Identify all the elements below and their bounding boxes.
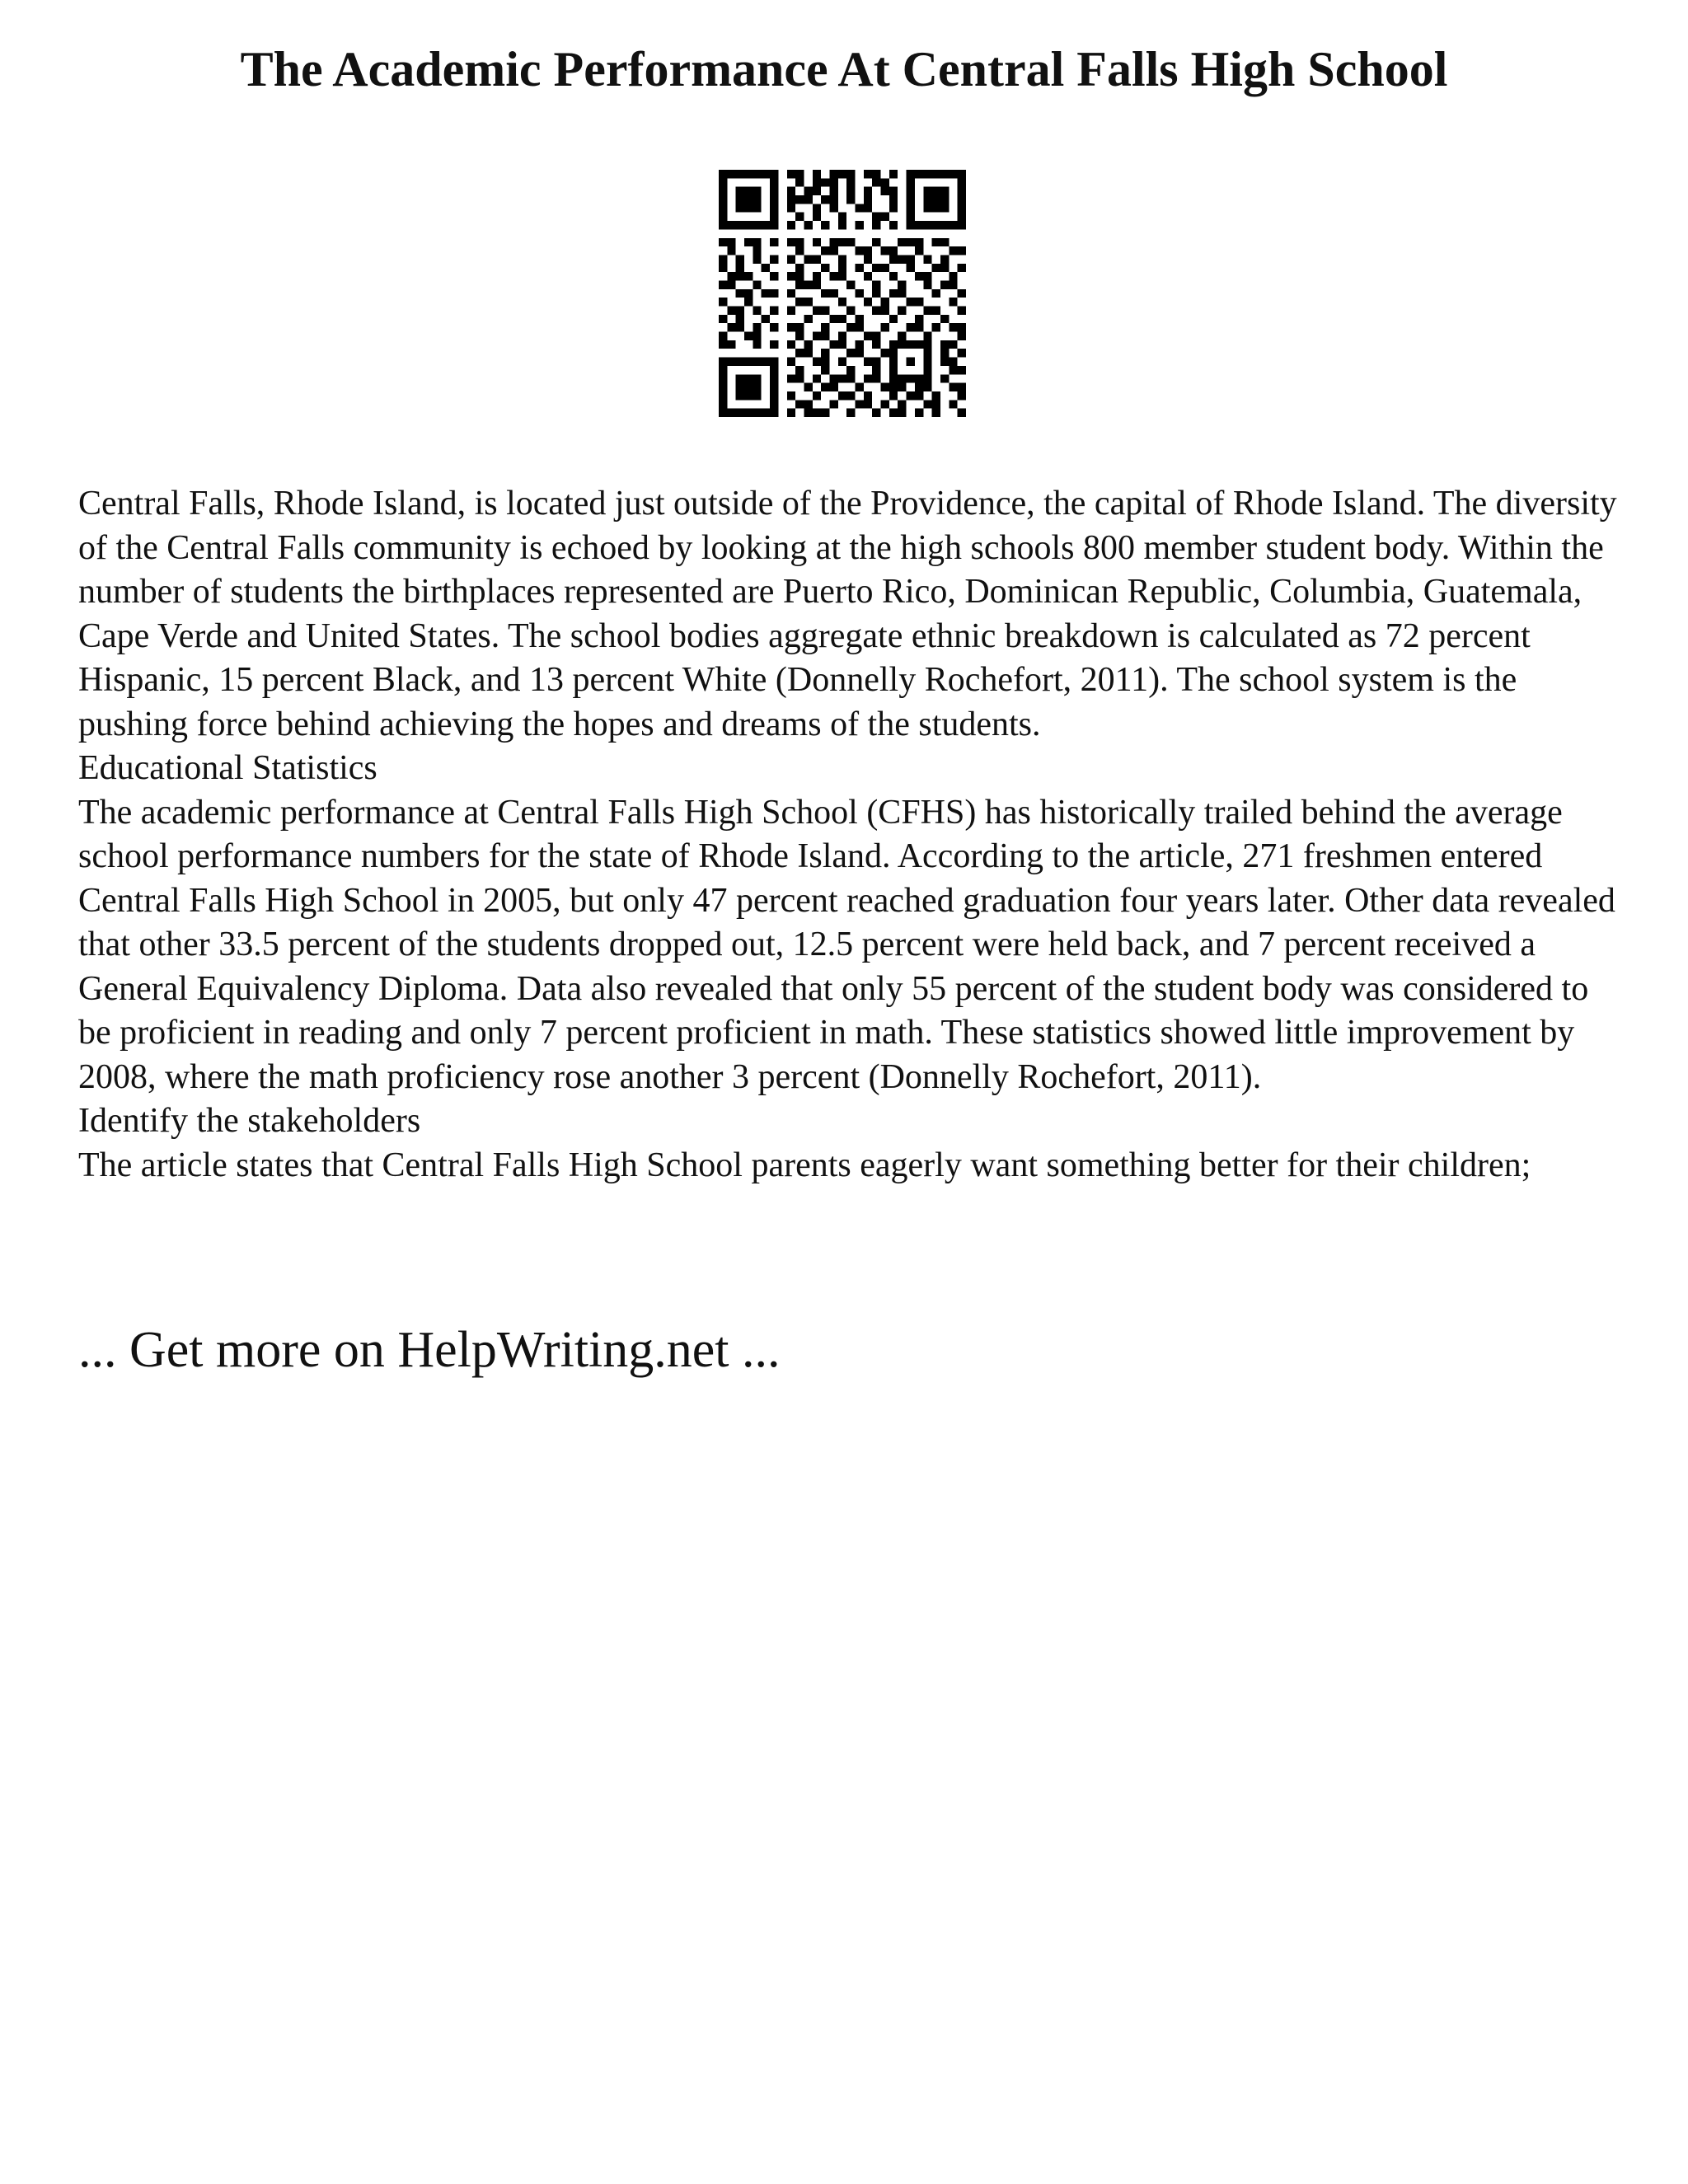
paragraph-stakeholders: The article states that Central Falls High School parents eagerly want something better for their children; — [78, 1146, 1531, 1184]
document-title: The Academic Performance At Central Falls High School — [240, 42, 1448, 96]
paragraph-intro: Central Falls, Rhode Island, is located just outside of the Providence, the capital of Rhode Island. The diversity of the Central Falls community is echoed by looking at the high schools 800 member student body. Within the number of students the birthplaces represented are Puerto Rico, Dominican Republic, Columbia, Guatemala, Cape Verde and United States. The school bodies aggregate ethnic breakdown is calculated as 72 percent Hispanic, 15 percent Black, and 13 percent White (Donnelly Rochefort, 2011). The school system is the pushing force behind achieving the hopes and dreams of the students. — [78, 485, 1617, 743]
qr-code-icon — [719, 170, 966, 417]
section-heading-educational-statistics: Educational Statistics — [78, 749, 377, 787]
get-more-link[interactable]: ... Get more on HelpWriting.net ... — [78, 1322, 781, 1378]
document-body — [78, 482, 1628, 1188]
section-heading-stakeholders: Identify the stakeholders — [78, 1102, 421, 1140]
paragraph-educational-statistics: The academic performance at Central Falls High School (CFHS) has historically trailed behind the average school performance numbers for the state of Rhode Island. According to the article, 271 freshmen entered Central Falls High School in 2005, but only 47 percent reached graduation four years later. Other data revealed that other 33.5 percent of the students dropped out, 12.5 percent were held back, and 7 percent received a General Equivalency Diploma. Data also revealed that only 55 percent of the student body was considered to be proficient in reading and only 7 percent proficient in math. These statistics showed little improvement by 2008, where the math proficiency rose another 3 percent (Donnelly Rochefort, 2011). — [78, 793, 1615, 1096]
